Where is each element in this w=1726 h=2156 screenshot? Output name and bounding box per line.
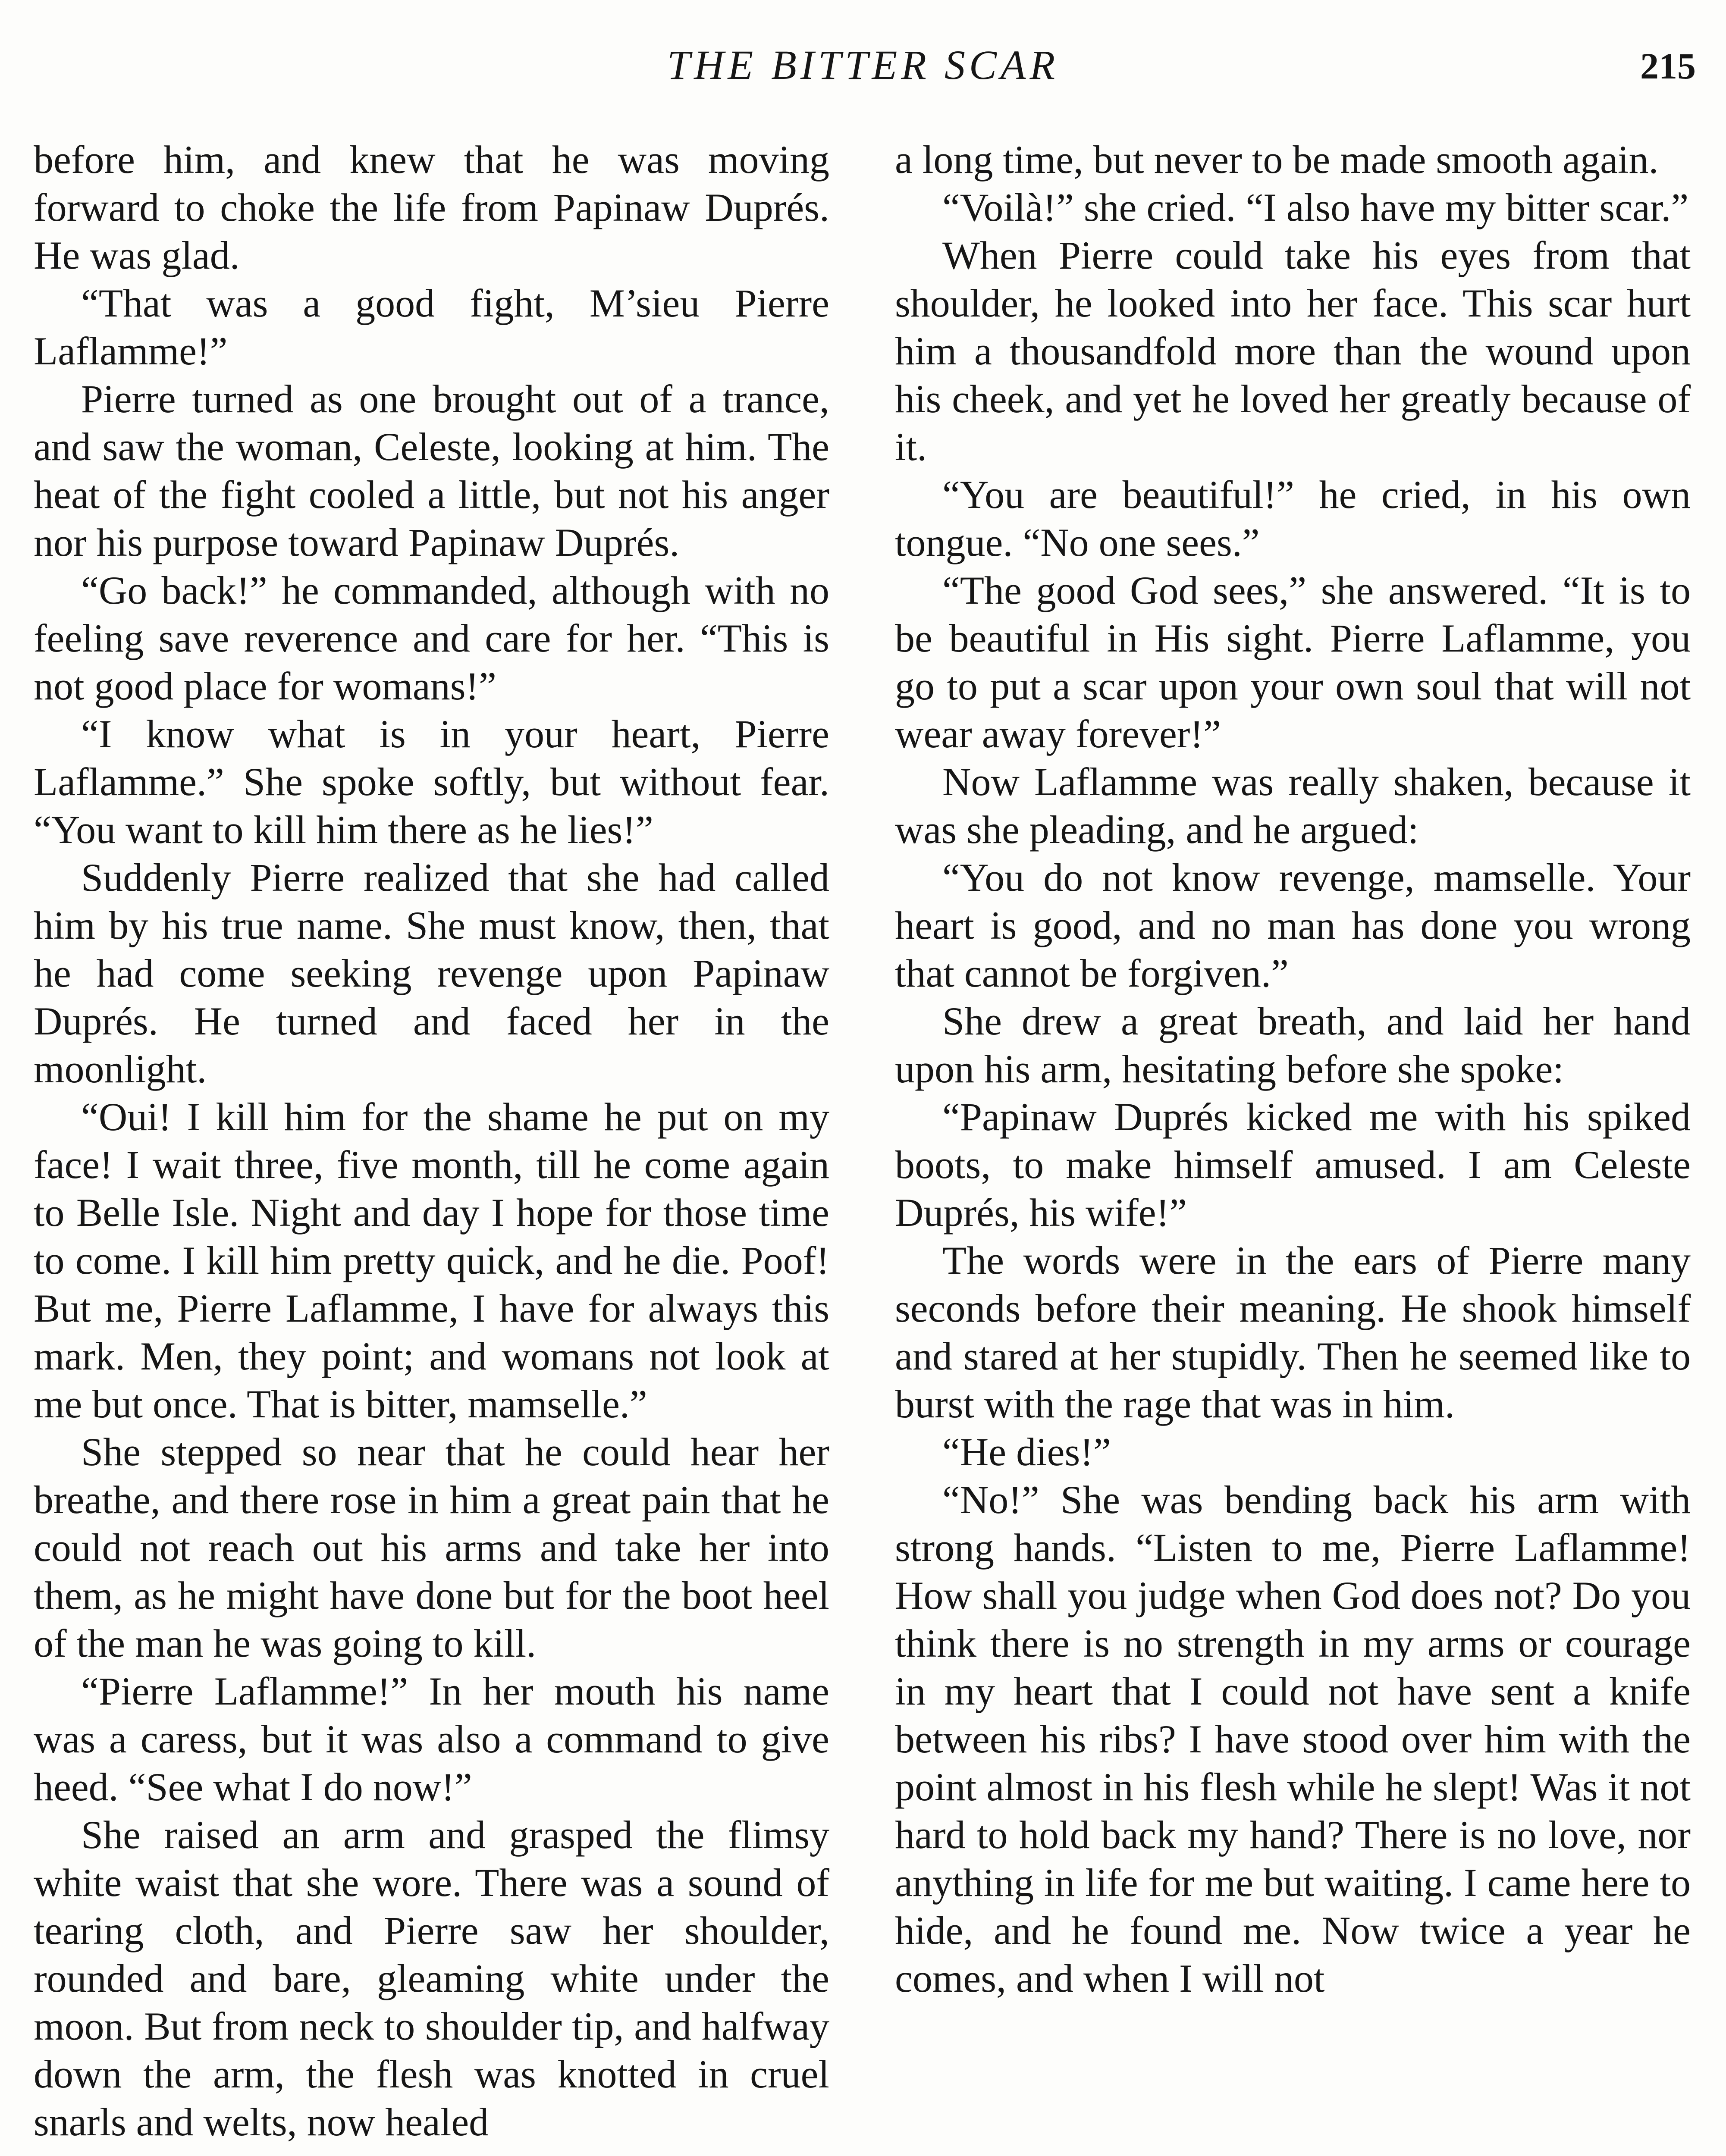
paragraph: Suddenly Pierre realized that she had called him by his true name. She must know, then, that he had come seeking revenge upon Papinaw Duprés. He turned and faced her in the moonlight.: [34, 856, 829, 1091]
paragraph: “Oui! I kill him for the shame he put on my face! I wait three, five month, till he come again to Belle Isle. Night and day I hope for those time to come. I kill him pretty quick, and he die. Poof! But me, Pierre Laflamme, I have for always this mark. Men, they point; and womans not look at me but once. That is bitter, mamselle.”: [34, 1095, 829, 1426]
paragraph: “I know what is in your heart, Pierre Laflamme.” She spoke softly, but without fear. “You want to kill him there as he lies!”: [34, 712, 829, 852]
page-number: 215: [1640, 45, 1696, 87]
right-column: [895, 136, 1691, 2002]
paragraph: She drew a great breath, and laid her hand upon his arm, hesitating before she spoke:: [895, 999, 1691, 1091]
paragraph: Pierre turned as one brought out of a trance, and saw the woman, Celeste, looking at him. The heat of the fight cooled a little, but not his anger nor his purpose toward Papinaw Duprés.: [34, 377, 829, 564]
paragraph: When Pierre could take his eyes from that shoulder, he looked into her face. This scar hurt him a thousandfold more than the wound upon his cheek, and yet he loved her greatly because of it.: [895, 233, 1691, 469]
paragraph: a long time, but never to be made smooth again.: [895, 138, 1659, 182]
paragraph: “No!” She was bending back his arm with strong hands. “Listen to me, Pierre Laflamme! How shall you judge when God does not? Do you think there is no strength in my arms or courage in my heart that I could not have sent a knife between his ribs? I have stood over him with the point almost in his flesh while he slept! Was it not hard to hold back my hand? There is no love, nor anything in life for me but waiting. I came here to hide, and he found me. Now twice a year he comes, and when I will not: [895, 1478, 1691, 2000]
paragraph: “Pierre Laflamme!” In her mouth his name was a caress, but it was also a command to give heed. “See what I do now!”: [34, 1669, 829, 1809]
paragraph: She stepped so near that he could hear her breathe, and there rose in him a great pain that he could not reach out his arms and take her into them, as he might have done but for the boot heel of the man he was going to kill.: [34, 1430, 829, 1665]
paragraph: “The good God sees,” she answered. “It is to be beautiful in His sight. Pierre Laflamme, you go to put a scar upon your own soul that will not wear away forever!”: [895, 568, 1691, 756]
paragraph: “He dies!”: [942, 1430, 1111, 1474]
page-header: [0, 41, 1726, 93]
paragraph: The words were in the ears of Pierre many seconds before their meaning. He shook himself and stared at her stupidly. Then he seemed like to burst with the rage that was in him.: [895, 1238, 1691, 1426]
paragraph: “Papinaw Duprés kicked me with his spiked boots, to make himself amused. I am Celeste Duprés, his wife!”: [895, 1095, 1691, 1235]
paragraph: Now Laflamme was really shaken, because it was she pleading, and he argued:: [895, 760, 1691, 852]
paragraph: She raised an arm and grasped the flimsy white waist that she wore. There was a sound of tearing cloth, and Pierre saw her shoulder, rounded and bare, gleaming white under the moon. But from neck to shoulder tip, and halfway down the arm, the flesh was knotted in cruel snarls and welts, now healed: [34, 1813, 829, 2144]
paragraph: “Go back!” he commanded, although with no feeling save reverence and care for her. “This is not good place for womans!”: [34, 568, 829, 708]
left-column: [34, 136, 829, 2146]
paragraph: before him, and knew that he was moving forward to choke the life from Papinaw Duprés. He was glad.: [34, 138, 829, 277]
running-title: THE BITTER SCAR: [667, 42, 1059, 88]
paragraph: “Voilà!” she cried. “I also have my bitter scar.”: [942, 185, 1689, 229]
paragraph: “That was a good fight, M’sieu Pierre Laflamme!”: [34, 281, 829, 373]
paragraph: “You do not know revenge, mamselle. Your heart is good, and no man has done you wrong that cannot be forgiven.”: [895, 856, 1691, 995]
paragraph: “You are beautiful!” he cried, in his own tongue. “No one sees.”: [895, 473, 1691, 564]
